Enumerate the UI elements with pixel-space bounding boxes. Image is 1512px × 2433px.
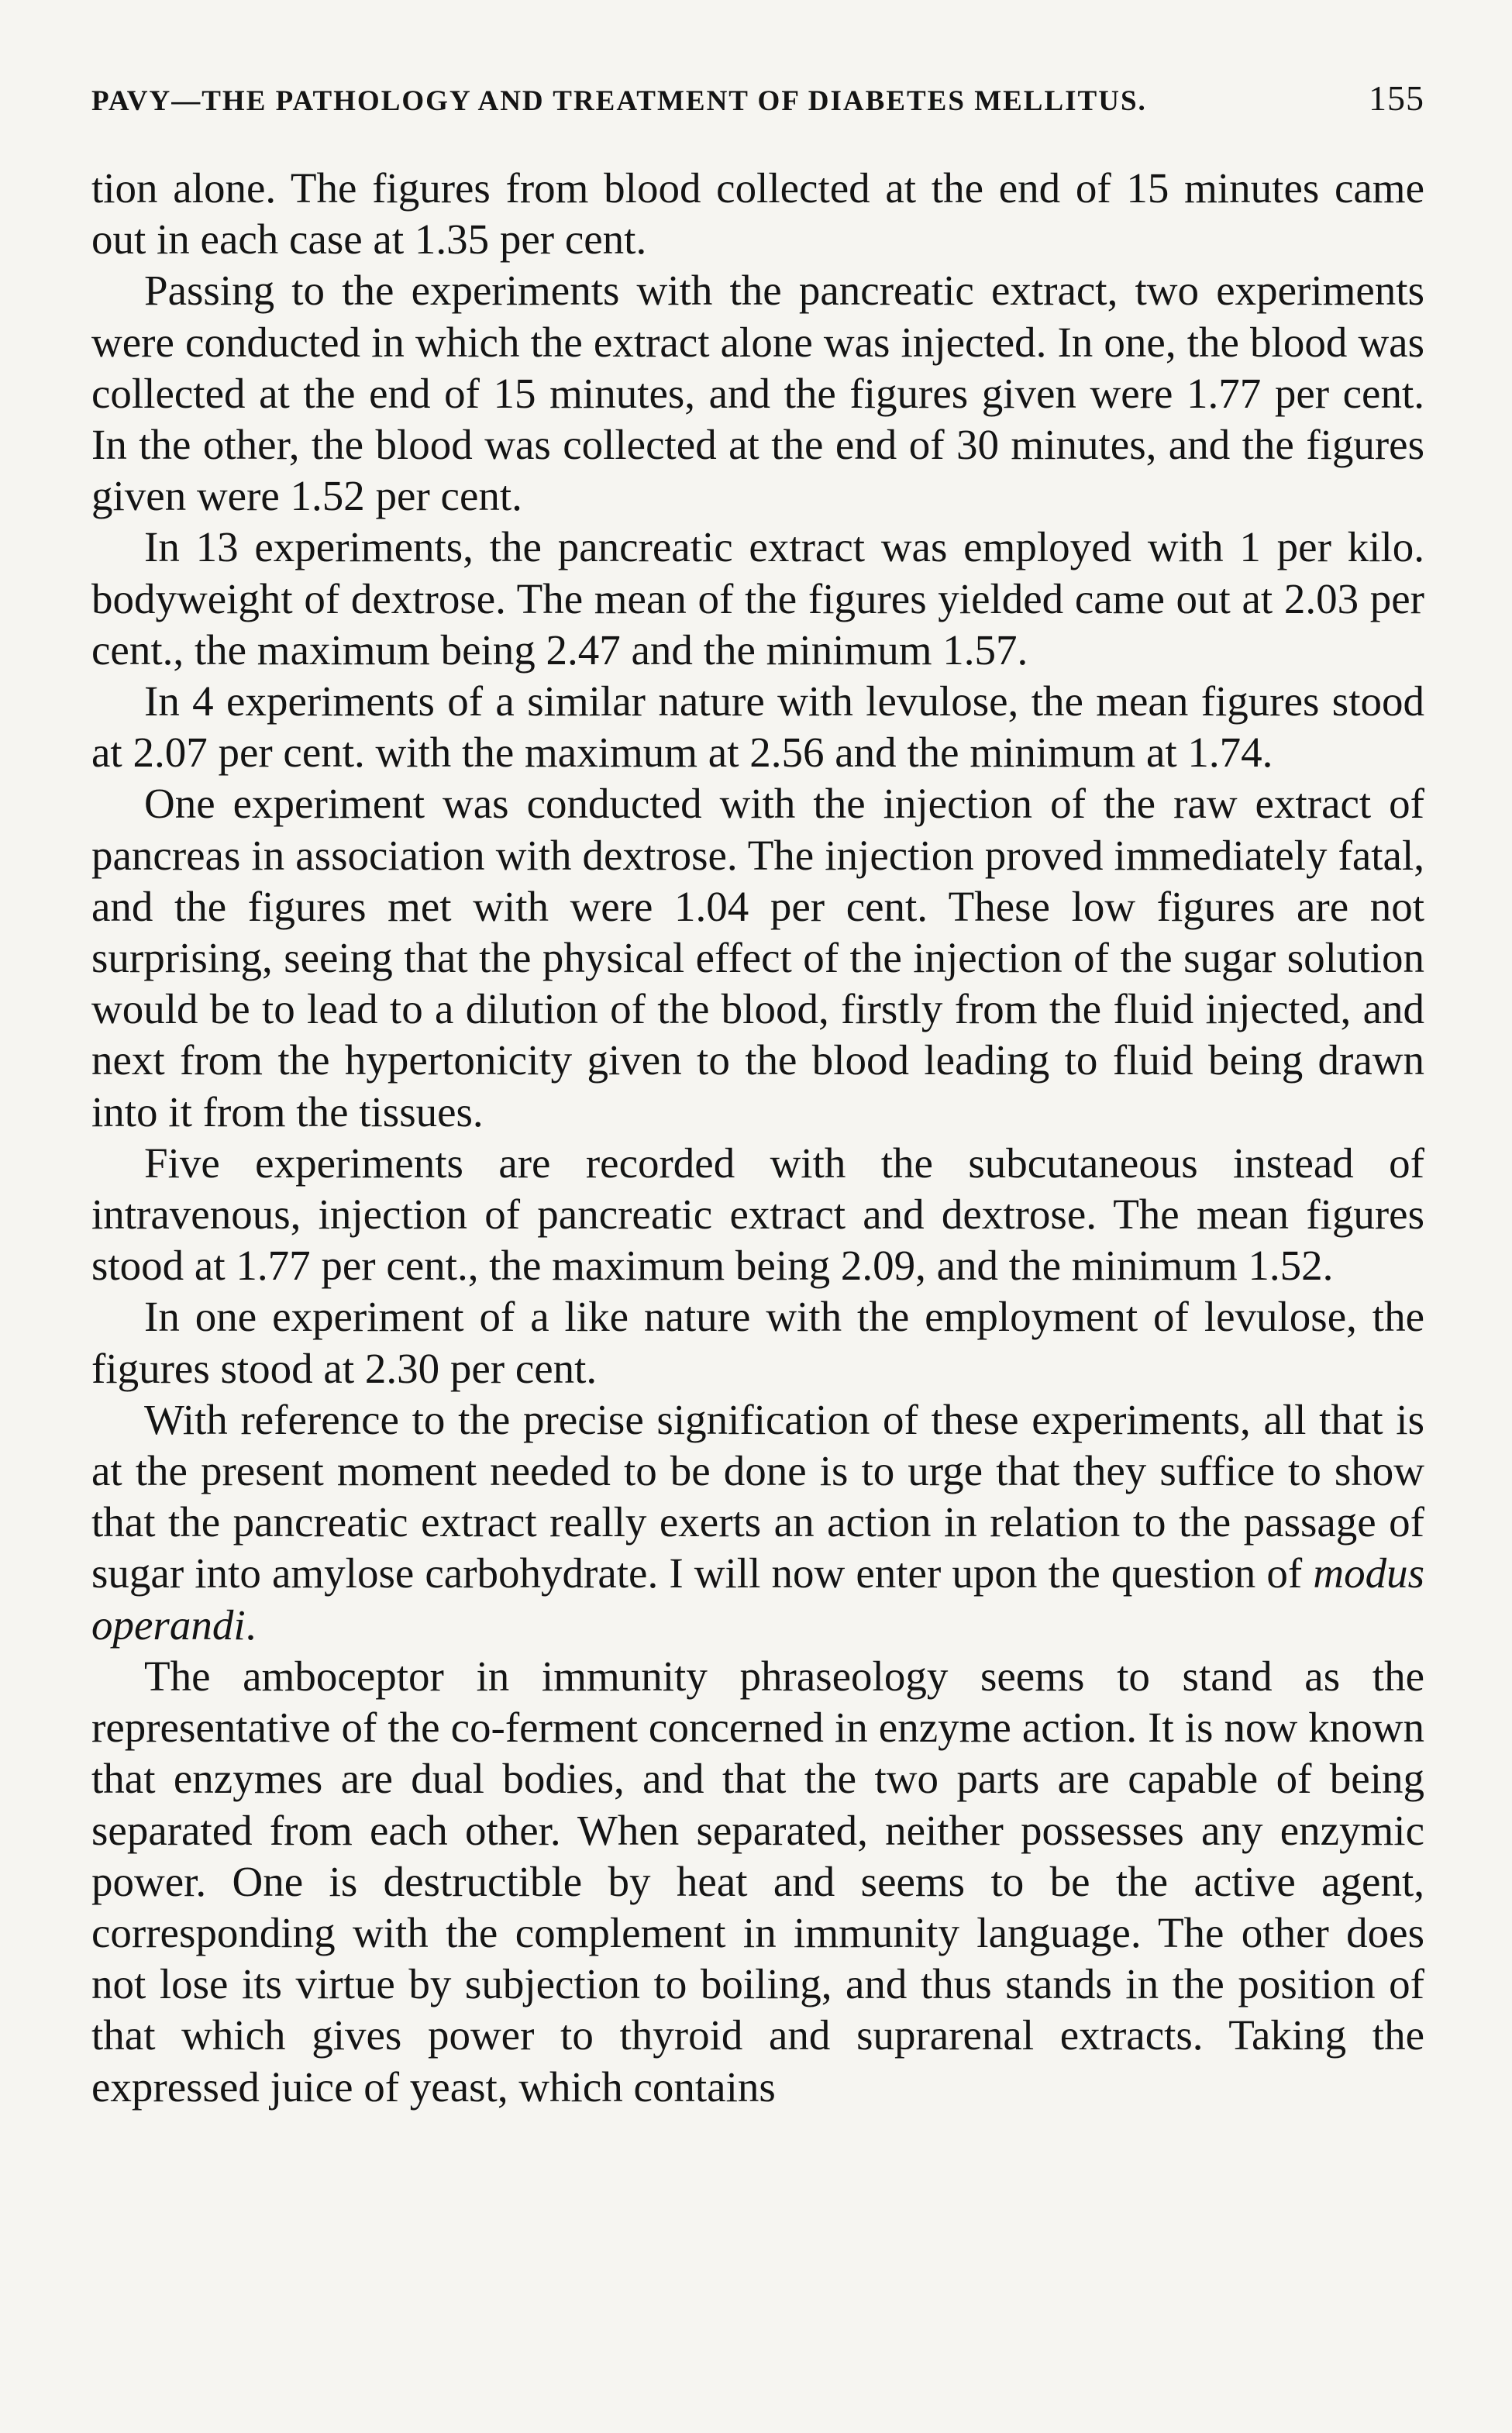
paragraph: In 4 experiments of a similar nature with levulose, the mean figures stood at 2.07 per cent. with the maximum at 2.56 and the minimum at 1.74. [91, 677, 1424, 777]
paragraph: In one experiment of a like nature with the employment of levulose, the figures stood at 2.30 per cent. [91, 1293, 1424, 1392]
paragraph: Five experiments are recorded with the subcutaneous instead of intravenous, injection of pancreatic extract and dextrose. The mean figures stood at 1.77 per cent., the maximum being 2.09, and the minimum 1.52. [91, 1139, 1424, 1290]
body-text [91, 163, 1424, 2113]
paragraph-text: With reference to the precise signification of these experiments, all that is at the present moment needed to be done is to urge that they suffice to show that the pancreatic extract really exerts an action in relation to the passage of sugar into amylose carbohydrate. I will now enter upon the question of [91, 1395, 1424, 1597]
paragraph: One experiment was conducted with the injection of the raw extract of pancreas in association with dextrose. The injection proved immediately fatal, and the figures met with were 1.04 per cent. These low figures are not surprising, seeing that the physical effect of the injection of the sugar solution would be to lead to a dilution of the blood, firstly from the fluid injected, and next from the hypertonicity given to the blood leading to fluid being drawn into it from the tissues. [91, 780, 1424, 1136]
paragraph: Passing to the experiments with the pancreatic extract, two experiments were conducted in which the extract alone was injected. In one, the blood was collected at the end of 15 minutes, and the figures given were 1.77 per cent. In the other, the blood was collected at the end of 30 minutes, and the figures given were 1.52 per cent. [91, 267, 1424, 520]
paragraph: In 13 experiments, the pancreatic extract was employed with 1 per kilo. bodyweight of dextrose. The mean of the figures yielded came out at 2.03 per cent., the maximum being 2.47 and the minimum 1.57. [91, 523, 1424, 674]
italic-phrase: modus operandi [91, 1549, 1424, 1649]
page-number: 155 [1369, 78, 1424, 118]
paragraph-text: . [245, 1601, 257, 1649]
page [91, 78, 1424, 2113]
paragraph: The amboceptor in immunity phraseology seems to stand as the representative of the co-ferment concerned in enzyme action. It is now known that enzymes are dual bodies, and that the two parts are capable of being separated from each other. When separated, neither possesses any enzymic power. One is destructible by heat and seems to be the active agent, corresponding with the complement in immunity language. The other does not lose its virtue by subjection to boiling, and thus stands in the position of that which gives power to thyroid and suprarenal extracts. Taking the expressed juice of yeast, which contains [91, 1652, 1424, 2111]
paragraph [91, 1394, 1424, 1651]
paragraph-continuation: tion alone. The figures from blood collected at the end of 15 minutes came out in each case at 1.35 per cent. [91, 164, 1424, 264]
running-head: PAVY—THE PATHOLOGY AND TREATMENT OF DIABETES MELLITUS. [91, 85, 1147, 117]
page-header [91, 78, 1424, 163]
